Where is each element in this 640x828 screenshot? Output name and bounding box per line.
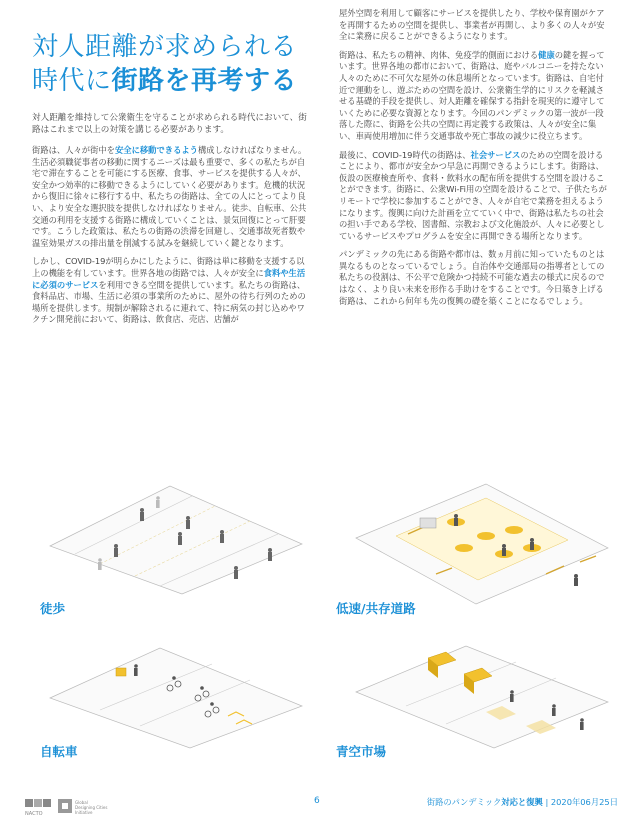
page-number: 6 — [314, 796, 320, 806]
open-air-market-illustration — [336, 640, 616, 750]
right-column — [339, 8, 611, 314]
footer-title: 街路のパンデミック対応と復興 | 2020年06月25日 — [426, 797, 618, 807]
highlight-health: 健康 — [538, 49, 555, 60]
headline-part2: 街路を再考する — [111, 66, 298, 96]
bicycle-street-illustration — [40, 640, 310, 750]
highlight-social-services: 社会サービス — [470, 149, 521, 160]
svg-text:NACTO: NACTO — [25, 811, 43, 817]
slow-street-illustration — [336, 478, 616, 608]
headline-part1: 対人距離が求められる時代に — [32, 32, 298, 96]
caption-slow-street: 低速/共存道路 — [336, 601, 416, 616]
highlight-food-services: 食料や生活に必須のサービス — [32, 267, 306, 290]
headline — [32, 30, 308, 98]
nacto-logo — [24, 796, 52, 818]
caption-walking: 徒歩 — [40, 601, 66, 616]
caption-bicycle: 自転車 — [40, 744, 78, 759]
highlight-safe-movement: 安全に移動できるよう — [114, 145, 198, 155]
left-paragraph-2: しかし、COVID-19が明らかにしたように、街路は単に移動を支援する以上の機能を有しています。世界各地の街路では、人々が安全に食料や生活に必須のサービスを利用できる空間を提供しています。私たちの街路は、食料品店、市場、生活に必須の事業所のために、屋外の待ち行列のための場所を提供します。規制が解除されるに連れて、特に病気の封じ込めやワクチン開発前において、街路は、飲食店、売店、店舗が — [32, 256, 306, 325]
page-footer — [0, 790, 640, 828]
gdci-logo — [57, 796, 119, 818]
right-paragraph-3: 最後に、COVID-19時代の街路は、社会サービスのための空間を設けることにより、都市が安全かつ早急に再開できるようにします。街路は、仮設の医療検査所や、食料・飲料水の配布所を提供する空間を設けることができます。街路に、公衆Wi-Fi用の空間を設けることで、子供たちがリモートで学校に参加することができ、人々が自宅で業務を担えるようになります。復興に向けた計画を立てていく中で、街路は私たちの社会の担い手である学校、図書館、宗教および文化施設が、人々に必要としているサービスやプログラムを安全に再開できる場所となります。 — [339, 149, 607, 241]
left-column — [32, 30, 308, 333]
svg-text:Initiative: Initiative — [75, 810, 93, 815]
svg-text:Designing Cities: Designing Cities — [75, 805, 108, 810]
logos — [24, 796, 119, 818]
right-paragraph-2: 街路は、私たちの精神、肉体、免疫学的側面における健康の鍵を握っています。世界各地の都市において、街路は、庭やバルコニーを持たない人々のために不可欠な屋外の休息場所となっています。街路は、自宅付近で運動をし、遊ぶための空間を設け、公衆衛生学的にリスクを軽減させる基礎的手段を提供し、対人距離を確保する指針を現実的に遵守していくために必要な資源となります。今回のパンデミックの第一波が一段落した際に、街路を公共の空間に再定義する政策は、人々が安全に集い、車両使用増加に伴う交通事故や死亡事故の減少に役立ちます。 — [339, 49, 605, 141]
right-paragraph-4: パンデミックの先にある街路や都市は、数ヵ月前に知っていたものとは異なるものとなっているでしょう。自治体や交通部局の指導者としての私たちの役割は、不公平で危険かつ持続不可能な過去の様式に戻るのではなく、より良い未来を形作る手助けをすることです。今日築き上げる街路は、これから何年も先の復興の礎を築くことになるでしょう。 — [339, 249, 605, 306]
right-paragraph-1: 屋外空間を利用して顧客にサービスを提供したり、学校や保育園がケアを再開するための空間を提供し、事業者が再開し、より多くの人々が安全に業務に戻ることができるようになります。 — [339, 8, 605, 42]
caption-open-air-market: 青空市場 — [336, 744, 387, 759]
left-paragraph-1: 街路は、人々が街中を安全に移動できるよう構成しなければなりません。生活必須職従事者の移動に関するニーズは最も重要で、多くの私たちが自宅で滞在することを可能にする医療、食事、サービスを提供する人々が、安全かつ効率的に移動できるようにしていく必要があります。危機的状況から復旧に徐々に移行する中、私たちの街路は、全ての人にとってより良い、より安全な選択肢を提供しなければなりません。徒歩、自転車、公共交通の利用を支援する街路に構成していくことは、景気回復にとって肝要です。こうした政策は、私たちの街路の渋滞を回避し、交通事故死者数や温室効果ガスの排出量を削減する試みを継続していく鍵となります。 — [32, 145, 307, 248]
walking-street-illustration — [40, 476, 310, 596]
intro-text: 対人距離を維持して公衆衛生を守ることが求められる時代において、街路はこれまで以上の対策を講じる必要があります。 — [32, 113, 307, 135]
svg-text:Global: Global — [75, 800, 88, 805]
